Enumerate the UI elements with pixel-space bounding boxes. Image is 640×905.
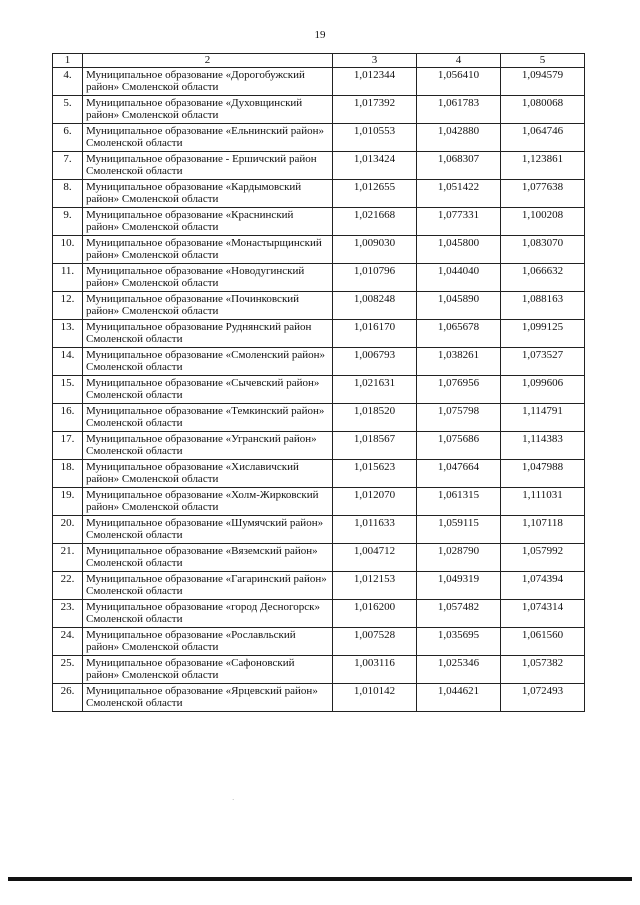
municipality-name: Муниципальное образование «Холм-Жирковский район» Смоленской области xyxy=(83,487,333,515)
column-header-2: 2 xyxy=(83,54,333,68)
table-row xyxy=(53,207,585,235)
column-header-1: 1 xyxy=(53,54,83,68)
row-number: 16. xyxy=(53,403,83,431)
coefficient-col3: 1,004712 xyxy=(333,543,417,571)
municipality-name: Муниципальное образование «Краснинский район» Смоленской области xyxy=(83,207,333,235)
coefficient-col4: 1,045800 xyxy=(417,235,501,263)
coefficient-col4: 1,075798 xyxy=(417,403,501,431)
coefficient-col4: 1,068307 xyxy=(417,151,501,179)
column-header-4: 4 xyxy=(417,54,501,68)
coefficient-col5: 1,047988 xyxy=(501,459,585,487)
coefficient-col3: 1,010142 xyxy=(333,683,417,711)
footer-rule xyxy=(8,877,632,881)
coefficient-col5: 1,114791 xyxy=(501,403,585,431)
table-row xyxy=(53,347,585,375)
coefficient-col5: 1,099606 xyxy=(501,375,585,403)
table-row xyxy=(53,655,585,683)
coefficient-col3: 1,018520 xyxy=(333,403,417,431)
table-row xyxy=(53,319,585,347)
municipality-name: Муниципальное образование «Шумячский район» Смоленской области xyxy=(83,515,333,543)
coefficient-col3: 1,021631 xyxy=(333,375,417,403)
table-row xyxy=(53,627,585,655)
coefficients-table xyxy=(52,53,585,712)
row-number: 8. xyxy=(53,179,83,207)
row-number: 4. xyxy=(53,67,83,95)
table-row xyxy=(53,95,585,123)
coefficient-col4: 1,045890 xyxy=(417,291,501,319)
coefficient-col3: 1,010553 xyxy=(333,123,417,151)
coefficient-col5: 1,064746 xyxy=(501,123,585,151)
coefficient-col4: 1,061315 xyxy=(417,487,501,515)
coefficient-col4: 1,077331 xyxy=(417,207,501,235)
coefficient-col3: 1,016200 xyxy=(333,599,417,627)
municipality-name: Муниципальное образование «Гагаринский район» Смоленской области xyxy=(83,571,333,599)
coefficient-col3: 1,008248 xyxy=(333,291,417,319)
coefficient-col5: 1,114383 xyxy=(501,431,585,459)
row-number: 26. xyxy=(53,683,83,711)
column-header-3: 3 xyxy=(333,54,417,68)
municipality-name: Муниципальное образование - Ершичский район Смоленской области xyxy=(83,151,333,179)
coefficient-col3: 1,021668 xyxy=(333,207,417,235)
municipality-name: Муниципальное образование «Рославльский район» Смоленской области xyxy=(83,627,333,655)
coefficient-col3: 1,012655 xyxy=(333,179,417,207)
coefficient-col3: 1,012070 xyxy=(333,487,417,515)
municipality-name: Муниципальное образование «Монастырщинский район» Смоленской области xyxy=(83,235,333,263)
scan-mark: · xyxy=(232,796,235,804)
municipality-name: Муниципальное образование «Сафоновский район» Смоленской области xyxy=(83,655,333,683)
coefficient-col4: 1,075686 xyxy=(417,431,501,459)
coefficient-col4: 1,056410 xyxy=(417,67,501,95)
table-row xyxy=(53,123,585,151)
coefficient-col5: 1,080068 xyxy=(501,95,585,123)
row-number: 12. xyxy=(53,291,83,319)
coefficient-col5: 1,061560 xyxy=(501,627,585,655)
row-number: 19. xyxy=(53,487,83,515)
coefficient-col5: 1,077638 xyxy=(501,179,585,207)
table-row xyxy=(53,431,585,459)
municipality-name: Муниципальное образование «Смоленский район» Смоленской области xyxy=(83,347,333,375)
row-number: 11. xyxy=(53,263,83,291)
coefficient-col4: 1,042880 xyxy=(417,123,501,151)
row-number: 10. xyxy=(53,235,83,263)
municipality-name: Муниципальное образование «Духовщинский район» Смоленской области xyxy=(83,95,333,123)
coefficient-col3: 1,013424 xyxy=(333,151,417,179)
coefficient-col4: 1,061783 xyxy=(417,95,501,123)
coefficient-col5: 1,066632 xyxy=(501,263,585,291)
municipality-name: Муниципальное образование «Новодугинский район» Смоленской области xyxy=(83,263,333,291)
row-number: 13. xyxy=(53,319,83,347)
coefficient-col4: 1,049319 xyxy=(417,571,501,599)
coefficient-col3: 1,016170 xyxy=(333,319,417,347)
row-number: 15. xyxy=(53,375,83,403)
coefficient-col3: 1,017392 xyxy=(333,95,417,123)
coefficient-col4: 1,038261 xyxy=(417,347,501,375)
municipality-name: Муниципальное образование «Вяземский район» Смоленской области xyxy=(83,543,333,571)
municipality-name: Муниципальное образование «Хиславичский район» Смоленской области xyxy=(83,459,333,487)
row-number: 7. xyxy=(53,151,83,179)
municipality-name: Муниципальное образование «Угранский район» Смоленской области xyxy=(83,431,333,459)
table-row xyxy=(53,291,585,319)
coefficient-col4: 1,051422 xyxy=(417,179,501,207)
municipality-name: Муниципальное образование Руднянский район Смоленской области xyxy=(83,319,333,347)
table-row xyxy=(53,403,585,431)
coefficient-col5: 1,107118 xyxy=(501,515,585,543)
table-row xyxy=(53,543,585,571)
header-row xyxy=(53,54,585,68)
coefficient-col4: 1,044621 xyxy=(417,683,501,711)
row-number: 23. xyxy=(53,599,83,627)
row-number: 17. xyxy=(53,431,83,459)
municipality-name: Муниципальное образование «Темкинский район» Смоленской области xyxy=(83,403,333,431)
coefficient-col5: 1,057992 xyxy=(501,543,585,571)
row-number: 22. xyxy=(53,571,83,599)
coefficient-col4: 1,044040 xyxy=(417,263,501,291)
municipality-name: Муниципальное образование «Ельнинский район» Смоленской области xyxy=(83,123,333,151)
municipality-name: Муниципальное образование «город Десногорск» Смоленской области xyxy=(83,599,333,627)
table-row xyxy=(53,571,585,599)
column-header-5: 5 xyxy=(501,54,585,68)
row-number: 24. xyxy=(53,627,83,655)
coefficient-col4: 1,076956 xyxy=(417,375,501,403)
table-row xyxy=(53,599,585,627)
coefficient-col5: 1,088163 xyxy=(501,291,585,319)
coefficient-col3: 1,011633 xyxy=(333,515,417,543)
table-row xyxy=(53,67,585,95)
coefficient-col4: 1,047664 xyxy=(417,459,501,487)
row-number: 6. xyxy=(53,123,83,151)
table-row xyxy=(53,487,585,515)
coefficient-col3: 1,007528 xyxy=(333,627,417,655)
table-row xyxy=(53,375,585,403)
row-number: 9. xyxy=(53,207,83,235)
municipality-name: Муниципальное образование «Починковский район» Смоленской области xyxy=(83,291,333,319)
table-body xyxy=(53,67,585,711)
coefficient-col4: 1,065678 xyxy=(417,319,501,347)
table-row xyxy=(53,515,585,543)
coefficient-col3: 1,012344 xyxy=(333,67,417,95)
municipality-name: Муниципальное образование «Ярцевский район» Смоленской области xyxy=(83,683,333,711)
coefficient-col5: 1,099125 xyxy=(501,319,585,347)
coefficient-col5: 1,100208 xyxy=(501,207,585,235)
table-row xyxy=(53,459,585,487)
coefficient-col5: 1,111031 xyxy=(501,487,585,515)
coefficient-col5: 1,074394 xyxy=(501,571,585,599)
coefficient-col3: 1,018567 xyxy=(333,431,417,459)
coefficient-col5: 1,073527 xyxy=(501,347,585,375)
municipality-name: Муниципальное образование «Дорогобужский район» Смоленской области xyxy=(83,67,333,95)
table-row xyxy=(53,151,585,179)
coefficient-col3: 1,006793 xyxy=(333,347,417,375)
page-number: 19 xyxy=(314,29,326,41)
municipality-name: Муниципальное образование «Кардымовский район» Смоленской области xyxy=(83,179,333,207)
coefficient-col5: 1,072493 xyxy=(501,683,585,711)
coefficient-col3: 1,015623 xyxy=(333,459,417,487)
table-row xyxy=(53,683,585,711)
coefficient-col4: 1,057482 xyxy=(417,599,501,627)
municipality-name: Муниципальное образование «Сычевский район» Смоленской области xyxy=(83,375,333,403)
table-row xyxy=(53,235,585,263)
row-number: 18. xyxy=(53,459,83,487)
coefficient-col5: 1,094579 xyxy=(501,67,585,95)
row-number: 5. xyxy=(53,95,83,123)
coefficient-col4: 1,028790 xyxy=(417,543,501,571)
table-row xyxy=(53,179,585,207)
coefficient-col3: 1,009030 xyxy=(333,235,417,263)
row-number: 25. xyxy=(53,655,83,683)
coefficient-col4: 1,059115 xyxy=(417,515,501,543)
row-number: 20. xyxy=(53,515,83,543)
coefficient-col4: 1,035695 xyxy=(417,627,501,655)
row-number: 14. xyxy=(53,347,83,375)
coefficient-col5: 1,057382 xyxy=(501,655,585,683)
coefficient-col3: 1,012153 xyxy=(333,571,417,599)
coefficient-col5: 1,074314 xyxy=(501,599,585,627)
coefficient-col3: 1,010796 xyxy=(333,263,417,291)
coefficient-col5: 1,123861 xyxy=(501,151,585,179)
table-row xyxy=(53,263,585,291)
coefficient-col5: 1,083070 xyxy=(501,235,585,263)
coefficient-col3: 1,003116 xyxy=(333,655,417,683)
row-number: 21. xyxy=(53,543,83,571)
coefficient-col4: 1,025346 xyxy=(417,655,501,683)
